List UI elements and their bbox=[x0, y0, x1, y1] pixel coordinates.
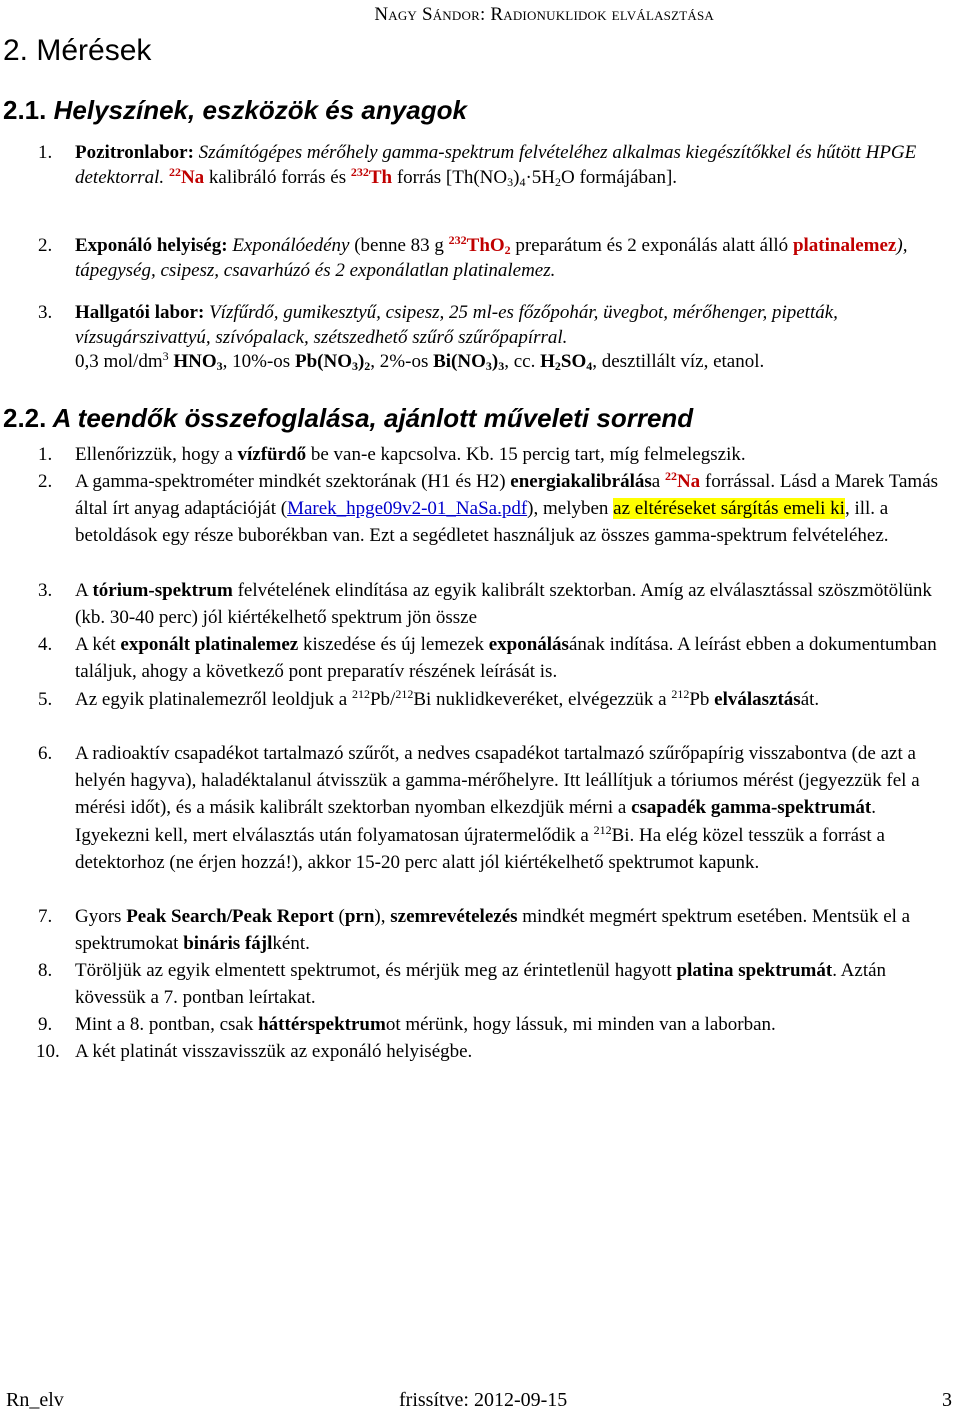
footer-doc-id: Rn_elv bbox=[6, 1389, 64, 1411]
step-item: 8. Töröljük az egyik elmentett spektrumot, és mérjük meg az érintetlenül hagyott platina spektrumát. Aztán kövessük a 7. pontban leírtakat. bbox=[38, 960, 887, 1009]
highlighted-text: az eltéréseket sárgítás emeli ki bbox=[613, 498, 845, 520]
page-number: 3 bbox=[942, 1389, 952, 1411]
step-item: 4. A két exponált platinalemez kiszedése és új lemezek exponálásának indítása. A leírást ebben a dokumentumban találjuk, ahogy a következő pont preparatív részének leírását is. bbox=[38, 634, 937, 683]
section-heading: 2. Mérések bbox=[3, 34, 152, 67]
location-item: 1. Pozitronlabor: Számítógépes mérőhely gamma-spektrum felvételéhez alkalmas kiegészítőkkel és hűtött HPGE detektorral. $^{22}$Na kalibráló forrás és $^{232}$Th forrás [$Th(NO_3)_4\cdot 5H_2O$ formájában]. bbox=[38, 142, 917, 189]
step-item: 10. A két platinát visszavisszük az exponáló helyiségbe. bbox=[36, 1041, 473, 1062]
footer-updated: frissítve: 2012-09-15 bbox=[399, 1389, 568, 1411]
step-item: 1. Ellenőrizzük, hogy a vízfürdő be van-e kapcsolva. Kb. 15 percig tart, míg felmelegszik. bbox=[38, 444, 746, 465]
step-item: 9. Mint a 8. pontban, csak háttérspektrumot mérünk, hogy lássuk, mi minden van a laborban. bbox=[38, 1014, 776, 1035]
step-item: 5. Az egyik platinalemezről leoldjuk a $^{212}$Pb/$^{212}$Bi nuklidkeveréket, elvégezzük a $^{212}$Pb elválasztását. bbox=[38, 687, 820, 710]
step-item: 7. Gyors Peak Search/Peak Report (prn), szemrevételezés mindkét megmért spektrum esetében. Mentsük el a spektrumokat bináris fájlként. bbox=[38, 906, 911, 955]
step-item: 6. A radioaktív csapadékot tartalmazó szűrőt, a nedves csapadékot tartalmazó szűrőpapírig visszabontva (de azt a helyén hagyva), haladéktalanul átvisszük a gamma-mérőhelyre. Itt leállítjuk a tóriumos mérést (jegyezzük fel a mérési időt), és a másik kalibrált szektorban nyomban elkezdjük mérni a csapadék gamma-spektrumát. Igyekezni kell, mert elválasztás után folyamatosan újratermelődik a $^{212}$Bi. Ha elég közel tesszük a forrást a detektorhoz (ne érjen hozzá!), akkor 15-20 perc alatt jól kiértékelhető spektrumot kapunk. bbox=[38, 743, 920, 873]
location-item: 2. Exponáló helyiség: Exponálóedény (benne 83 g $^{232}$ThO$_2$ preparátum és 2 exponálás alatt álló platinalemez), tápegység, csipesz, csavarhúzó és 2 exponálatlan platinalemez. bbox=[38, 233, 908, 281]
pdf-link[interactable]: Marek_hpge09v2-01_NaSa.pdf bbox=[287, 498, 528, 520]
location-item: 3. Hallgatói labor: Vízfűrdő, gumikesztyű, csipesz, 25 ml-es főzőpohár, üvegbot, mérőhenger, pipetták, vízsugárszivattyú, szívópalack, szétszedhető szűrő szűrőpapírral. 0,3 mol/$dm^3$ $HNO_3$, 10%-os $Pb(NO_3)_2$, 2%-os $Bi(NO_3)_3$, cc. $H_2SO_4$, desztillált víz, etanol. bbox=[38, 302, 838, 373]
step-item: 2. A gamma-spektrométer mindkét szektorának (H1 és H2) energiakalibrálása $^{22}$Na forrással. Lásd a Marek Tamás által írt anyag adaptációját (Marek_hpge09v2-01_NaSa.pdf), melyben az eltéréseket sárgítás emeli ki, ill. a betoldások egy része buborékban van. Ezt a segédletet használjuk az összes gamma-spektrum felvételéhez. bbox=[38, 469, 939, 547]
subsection-heading-steps: 2.2. A teendők összefoglalása, ajánlott műveleti sorrend bbox=[3, 403, 694, 433]
running-header: Nagy Sándor: Radionuklidok elválasztása bbox=[374, 4, 714, 25]
subsection-heading-locations: 2.1. Helyszínek, eszközök és anyagok bbox=[3, 95, 467, 125]
step-item: 3. A tórium-spektrum felvételének elindítása az egyik kalibrált szektorban. Amíg az elválasztással szöszmötölünk (kb. 30-40 perc) jól kiértékelhető spektrum jön össze bbox=[38, 580, 932, 629]
